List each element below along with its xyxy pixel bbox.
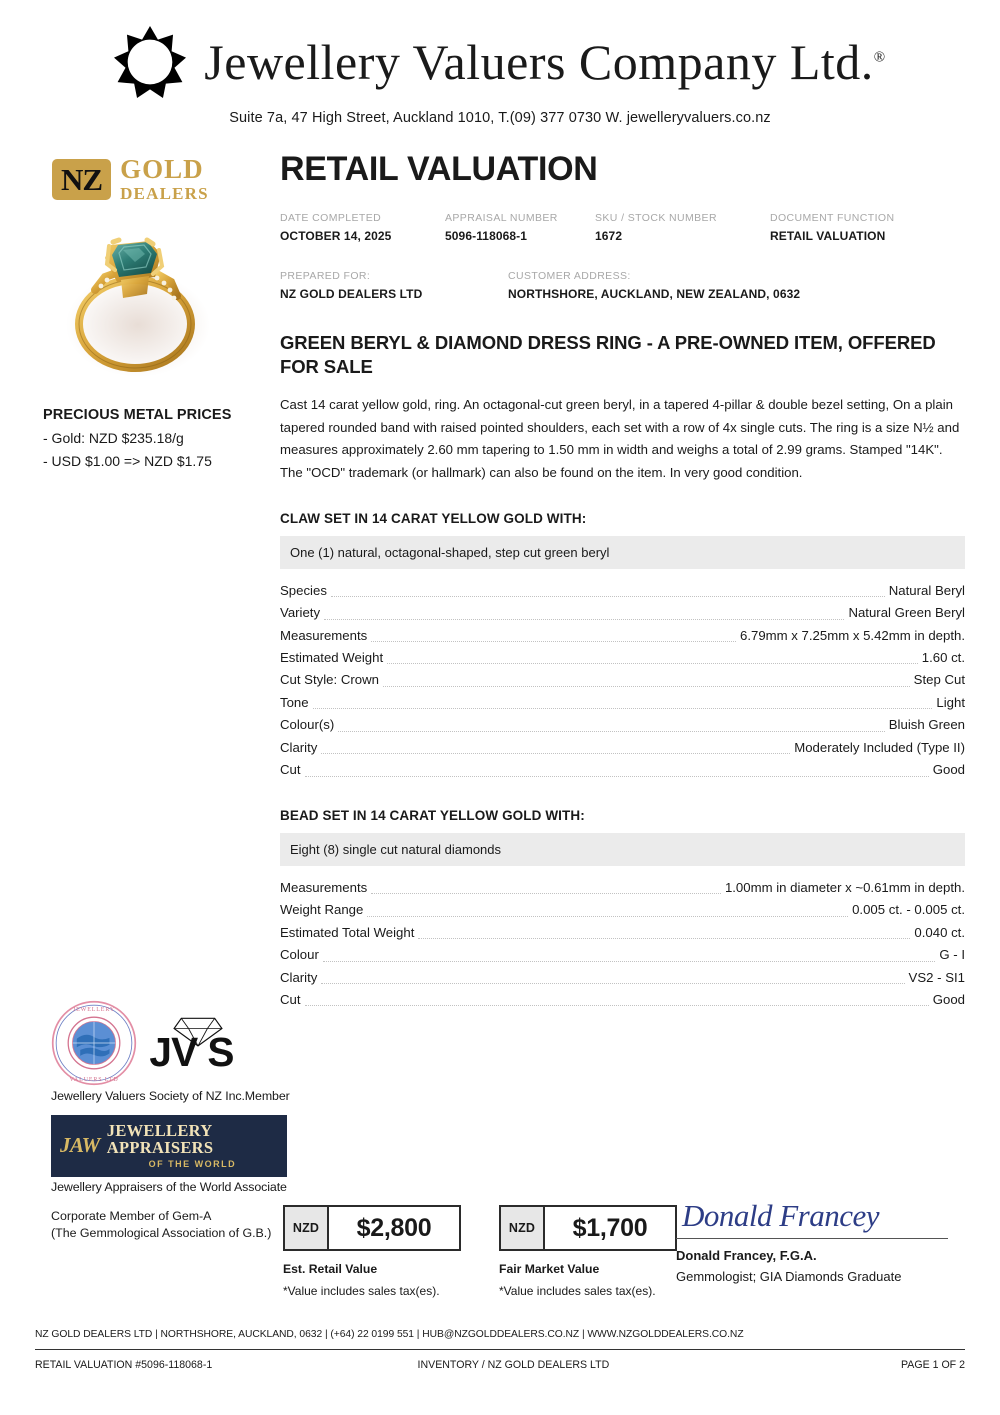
customer-address-value: NORTHSHORE, AUCKLAND, NEW ZEALAND, 0632 [508, 287, 801, 301]
spec-row [280, 922, 965, 944]
page-footer [35, 1329, 965, 1371]
spec-value: 0.005 ct. - 0.005 ct. [852, 902, 965, 918]
signature-rule [676, 1238, 948, 1239]
jaw-caption: Jewellery Appraisers of the World Associate [51, 1180, 287, 1195]
jaw-text [107, 1122, 278, 1169]
retail-value-block [283, 1205, 461, 1298]
spec-key: Colour [280, 947, 319, 963]
retail-value-box [283, 1205, 461, 1251]
spec-key: Variety [280, 605, 321, 621]
spec-heading: BEAD SET IN 14 CARAT YELLOW GOLD WITH: [280, 807, 585, 823]
customer-address [508, 270, 800, 301]
signature-block [676, 1200, 948, 1284]
spec-key: Cut [280, 762, 301, 778]
item-description: Cast 14 carat yellow gold, ring. An octagonal-cut green beryl, in a tapered 4-pillar & double bezel setting, On a plain tapered rounded band with raised pointed shoulders, each set with a row of 4x single cuts. The ring is a size N½ and measures approximately 2.60 mm tapering to 1.50 mm in width and weighs a total of 2.99 grams. Stamped "14K". The "OCD" trademark (or hallmark) can also be found on the item. In very good condition. [280, 396, 960, 480]
spec-key: Species [280, 582, 327, 598]
leader-dots [383, 686, 910, 687]
eight-point-star-icon [114, 26, 186, 98]
meta-label: DATE COMPLETED [280, 212, 382, 224]
leader-dots [321, 983, 904, 984]
spec-subheading: Eight (8) single cut natural diamonds [280, 833, 965, 866]
leader-dots [338, 731, 885, 732]
meta-value: RETAIL VALUATION [770, 229, 886, 243]
spec-subheading: One (1) natural, octagonal-shaped, step cut green beryl [280, 536, 965, 569]
signature-script: Donald Francey [682, 1198, 880, 1233]
ring-photograph [43, 220, 233, 385]
spec-key: Colour(s) [280, 717, 335, 733]
spec-value: 0.040 ct. [914, 924, 965, 940]
spec-row [280, 759, 965, 781]
meta-date-completed [280, 212, 445, 243]
spec-key: Weight Range [280, 902, 364, 918]
spec-value: Light [936, 694, 965, 710]
amount-value: $2,800 [356, 1213, 432, 1242]
meta-label: DOCUMENT FUNCTION [770, 212, 895, 224]
currency-label: NZD [285, 1207, 329, 1249]
spec-row [280, 580, 965, 602]
meta-label: SKU / STOCK NUMBER [595, 212, 717, 224]
spec-section-diamonds [280, 808, 965, 1012]
spec-value: Bluish Green [888, 717, 965, 733]
spec-key: Estimated Total Weight [280, 924, 415, 940]
metal-price-gold: - Gold: NZD $235.18/g [43, 430, 184, 446]
jvs-diamond-logo-icon [143, 1014, 253, 1072]
value-note: *Value includes sales tax(es). [283, 1284, 440, 1298]
signatory-name: Donald Francey, F.G.A. [676, 1248, 817, 1263]
meta-value: OCTOBER 14, 2025 [280, 229, 392, 243]
value-caption: Est. Retail Value [283, 1262, 378, 1276]
spec-heading: CLAW SET IN 14 CARAT YELLOW GOLD WITH: [280, 510, 587, 526]
leader-dots [418, 938, 910, 939]
spec-value: 1.60 ct. [921, 649, 965, 665]
header-address: Suite 7a, 47 High Street, Auckland 1010, T.(09) 377 0730 W. jewelleryvaluers.co.nz [229, 110, 771, 126]
spec-value: 6.79mm x 7.25mm x 5.42mm in depth. [739, 627, 965, 643]
spec-row [280, 714, 965, 736]
jvs-caption: Jewellery Valuers Society of NZ Inc.Member [51, 1089, 290, 1103]
jaw-monogram: JAW [60, 1133, 100, 1158]
spec-row [280, 877, 965, 899]
footer-middle: INVENTORY / NZ GOLD DEALERS LTD [417, 1359, 610, 1371]
spec-key: Clarity [280, 739, 318, 755]
meta-appraisal-number [445, 212, 595, 243]
badge-row [51, 1000, 301, 1086]
nz-logo-box: NZ [52, 159, 111, 200]
spec-key: Cut [280, 991, 301, 1007]
svg-text:V: V [171, 1029, 199, 1072]
leader-dots [321, 753, 790, 754]
spec-key: Tone [280, 694, 309, 710]
meta-value: 5096-118068-1 [445, 229, 528, 243]
document-body [0, 150, 1000, 1014]
document-meta-row [280, 212, 965, 243]
main-content [275, 152, 965, 1011]
svg-text:J: J [149, 1029, 173, 1072]
gem-a-line-1: Corporate Member of Gem-A [51, 1209, 212, 1224]
spec-row [280, 625, 965, 647]
footer-right: PAGE 1 OF 2 [901, 1359, 965, 1371]
signatory-role: Gemmologist; GIA Diamonds Graduate [676, 1269, 902, 1284]
footer-bottom-wrap [35, 1359, 965, 1371]
gem-a-membership [51, 1208, 301, 1243]
spec-row [280, 967, 965, 989]
leader-dots [324, 619, 844, 620]
currency-label: NZD [501, 1207, 545, 1249]
spec-value: Step Cut [913, 672, 965, 688]
svg-text:JEWELLERY: JEWELLERY [72, 1007, 116, 1014]
leader-dots [313, 708, 933, 709]
svg-text:S: S [207, 1029, 235, 1072]
prepared-for-label: PREPARED FOR: [280, 270, 371, 282]
spec-value: Natural Green Beryl [848, 605, 965, 621]
leader-dots [305, 1005, 929, 1006]
spec-row [280, 944, 965, 966]
spec-value: Moderately Included (Type II) [794, 739, 965, 755]
spec-key: Clarity [280, 969, 318, 985]
meta-label: APPRAISAL NUMBER [445, 212, 558, 224]
footer-left: RETAIL VALUATION #5096-118068-1 [35, 1359, 213, 1371]
leader-dots [305, 776, 929, 777]
value-caption: Fair Market Value [499, 1262, 600, 1276]
nz-logo-gold-text: GOLD [120, 154, 204, 184]
brand-line [0, 26, 1000, 98]
amount-value: $1,700 [572, 1213, 648, 1242]
sidebar [35, 152, 275, 1014]
spec-row [280, 737, 965, 759]
spec-value: Natural Beryl [888, 582, 965, 598]
spec-key: Cut Style: Crown [280, 672, 379, 688]
accreditation-badges [51, 1000, 301, 1243]
jaw-badge [51, 1115, 287, 1177]
spec-key: Measurements [280, 879, 368, 895]
nz-logo-dealers-text: DEALERS [120, 184, 209, 203]
spec-value: G - I [939, 947, 965, 963]
spec-row [280, 692, 965, 714]
leader-dots [323, 961, 935, 962]
spec-rows [280, 877, 965, 1012]
spec-row [280, 669, 965, 691]
leader-dots [387, 663, 918, 664]
meta-document-function [770, 212, 894, 243]
spec-value: Good [932, 762, 965, 778]
spec-key: Measurements [280, 627, 368, 643]
spec-row [280, 602, 965, 624]
nz-logo-words [120, 156, 209, 202]
leader-dots [371, 641, 736, 642]
precious-metal-prices [43, 407, 275, 469]
ring-image [43, 220, 233, 385]
page-header [0, 0, 1000, 126]
spec-row [280, 899, 965, 921]
prepared-for [280, 270, 508, 301]
gem-a-line-2: (The Gemmological Association of G.B.) [51, 1226, 272, 1241]
leader-dots [367, 916, 848, 917]
spec-section-gemstone [280, 511, 965, 782]
prepared-for-value: NZ GOLD DEALERS LTD [280, 287, 423, 301]
fair-market-value-block [499, 1205, 677, 1298]
spec-key: Estimated Weight [280, 649, 384, 665]
valuation-values [283, 1205, 677, 1298]
metal-price-usd-rate: - USD $1.00 => NZD $1.75 [43, 453, 212, 469]
client-meta-row [280, 270, 965, 301]
spec-rows [280, 580, 965, 782]
spec-row [280, 647, 965, 669]
customer-address-label: CUSTOMER ADDRESS: [508, 270, 631, 282]
nz-gold-dealers-logo [35, 152, 275, 202]
fair-market-value-box [499, 1205, 677, 1251]
company-name-text: Jewellery Valuers Company Ltd. [204, 34, 874, 90]
metal-prices-title: PRECIOUS METAL PRICES [43, 407, 232, 423]
item-title: GREEN BERYL & DIAMOND DRESS RING - A PRE-OWNED ITEM, OFFERED FOR SALE [280, 332, 936, 378]
footer-contact: NZ GOLD DEALERS LTD | NORTHSHORE, AUCKLAND, 0632 | (+64) 22 0199 551 | HUB@NZGOLDDEALERS.CO.NZ | WWW.NZGOLDDEALERS.CO.NZ [35, 1329, 744, 1340]
svg-text:VALUERS LTD: VALUERS LTD [69, 1076, 119, 1083]
meta-sku-number [595, 212, 770, 243]
registered-mark: ® [873, 49, 886, 66]
leader-dots [331, 596, 885, 597]
footer-bottom-row [35, 1359, 965, 1371]
page-title: RETAIL VALUATION [280, 150, 598, 188]
leader-dots [371, 893, 721, 894]
spec-value: VS2 - SI1 [908, 969, 965, 985]
meta-value: 1672 [595, 229, 623, 243]
footer-divider [35, 1349, 965, 1350]
globe-seal-icon [51, 1000, 137, 1086]
value-note: *Value includes sales tax(es). [499, 1284, 656, 1298]
spec-value: Good [932, 991, 965, 1007]
company-name [204, 33, 885, 91]
spec-row [280, 989, 965, 1011]
spec-value: 1.00mm in diameter x ~0.61mm in depth. [724, 879, 965, 895]
jaw-main-text: JEWELLERY APPRAISERS [106, 1121, 214, 1158]
jaw-sub-text: OF THE WORLD [148, 1158, 237, 1169]
